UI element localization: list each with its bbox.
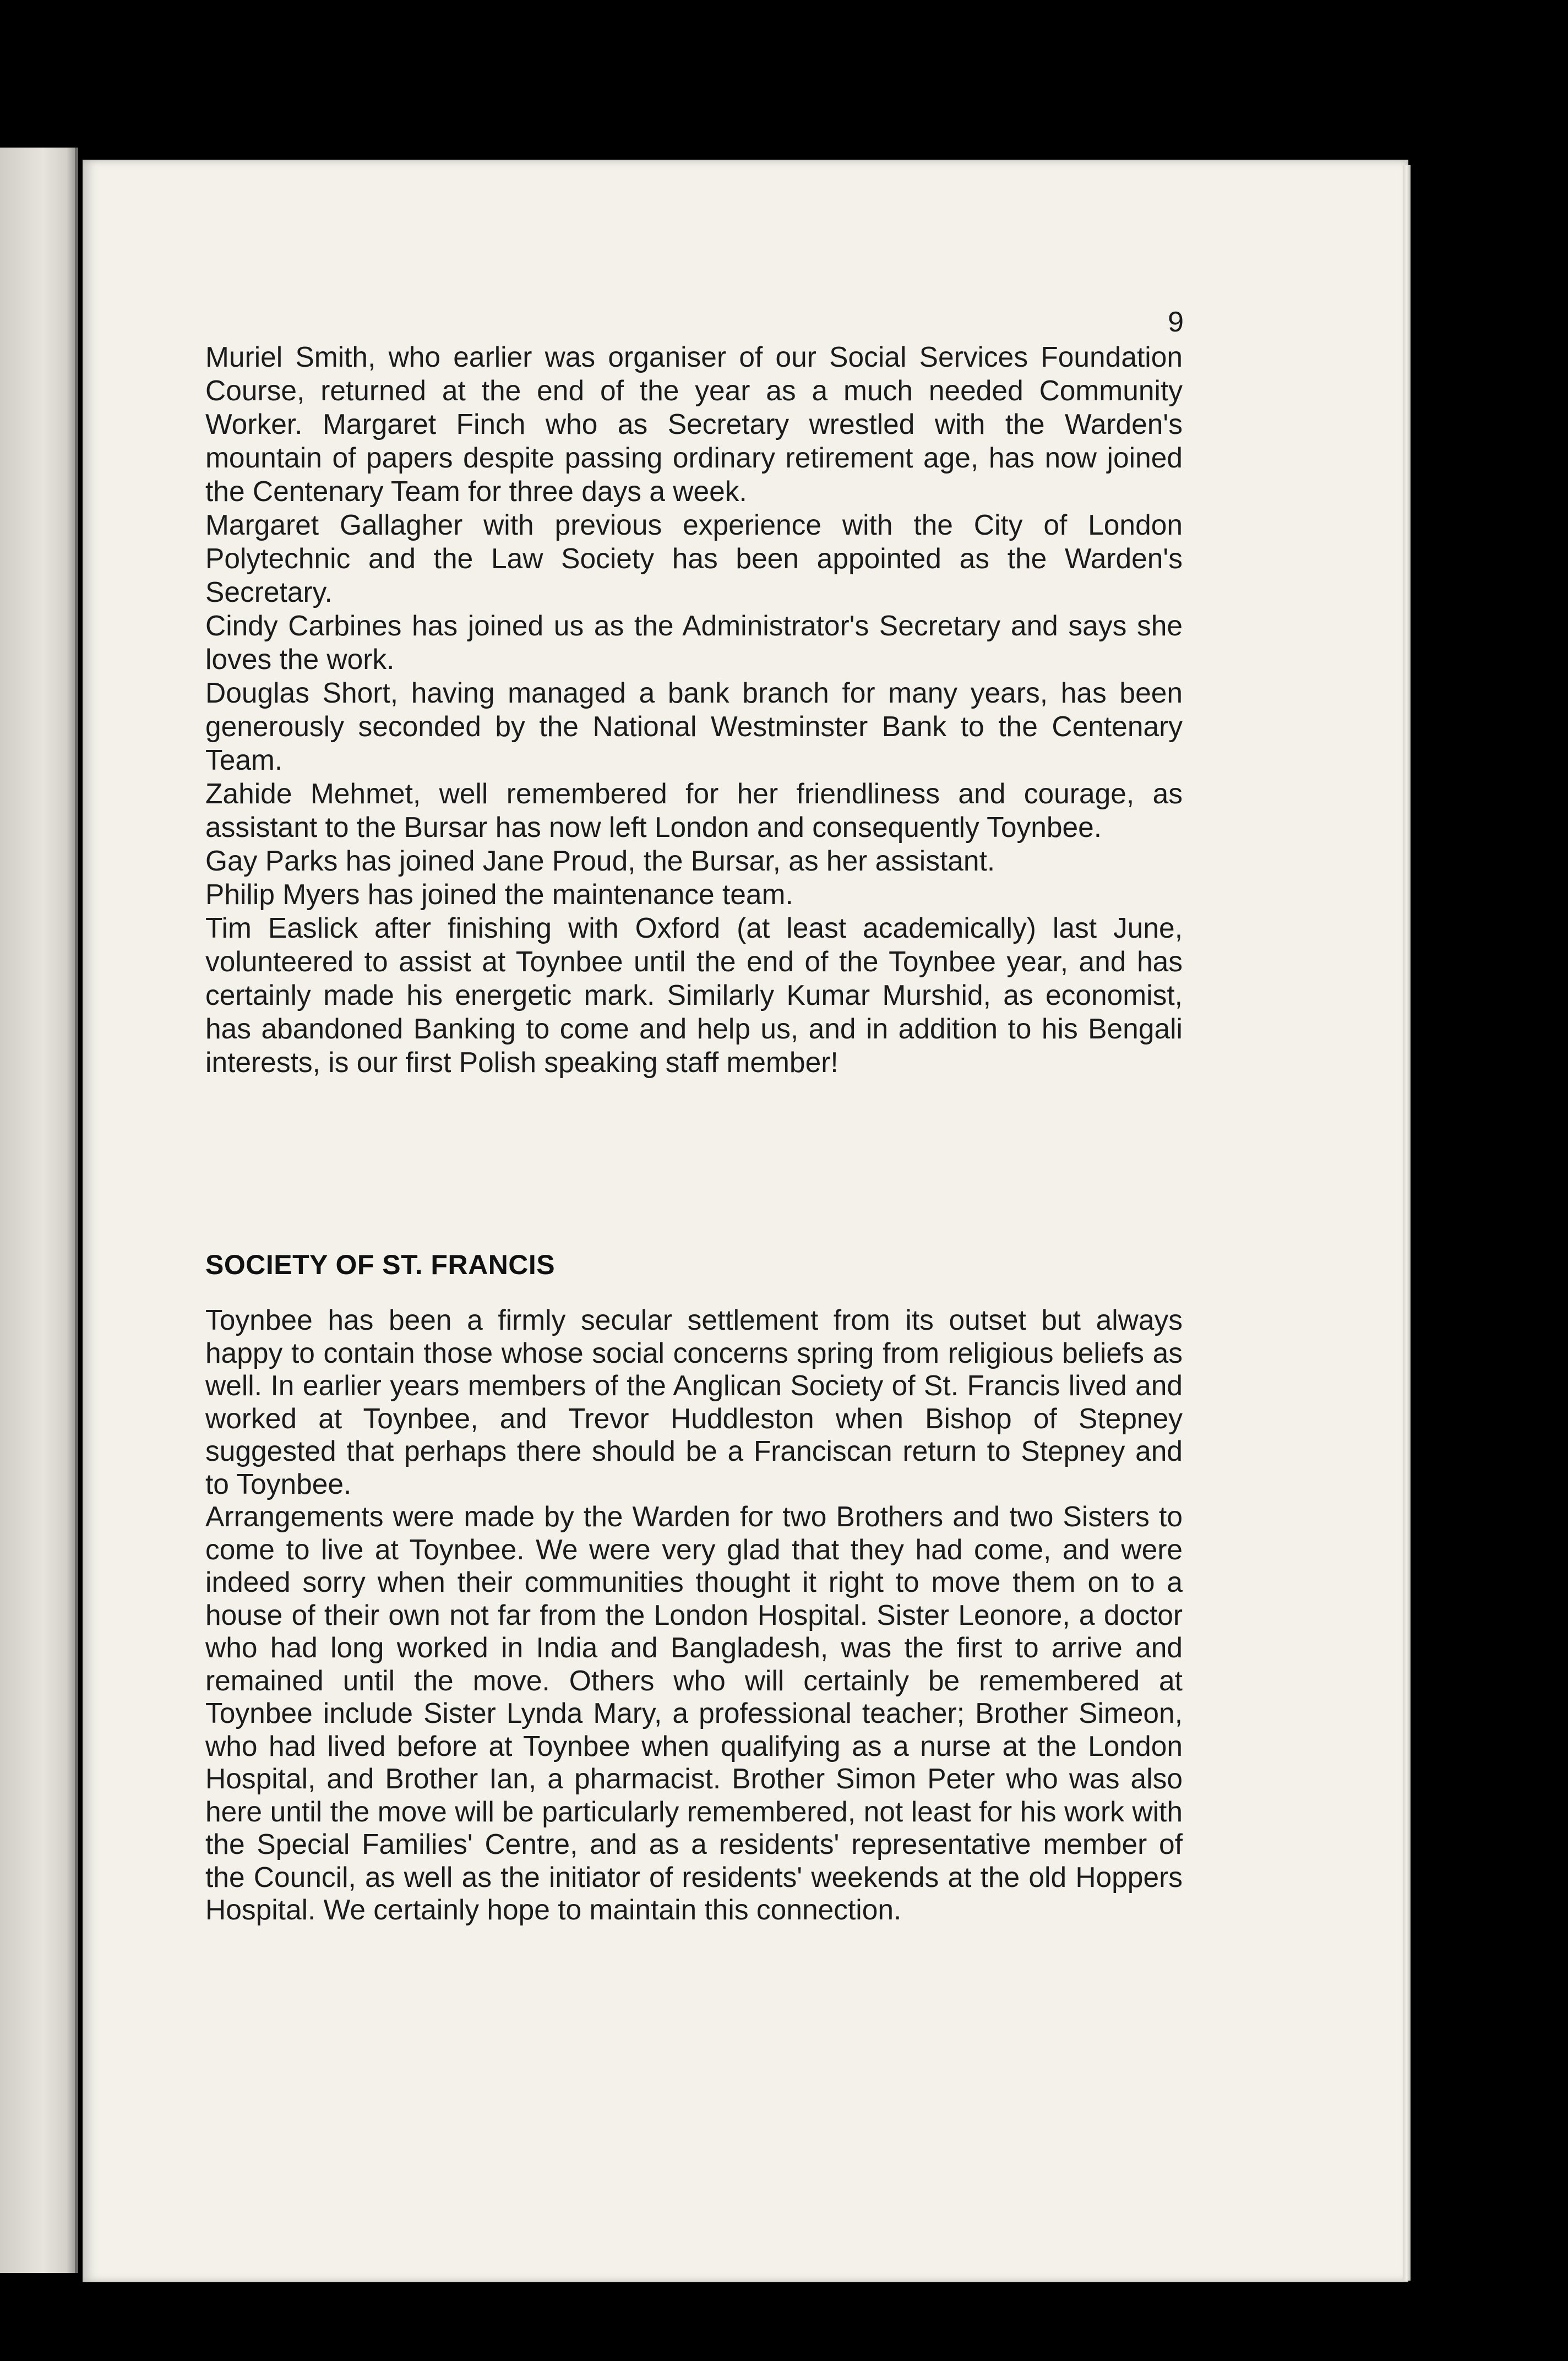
paragraph: Douglas Short, having managed a bank branch for many years, has been generously seconded by the National Westminster Bank to the Centenary Team.	[205, 677, 1183, 776]
staff-news-text	[205, 340, 1183, 1079]
left-page-edge	[0, 148, 78, 2273]
paragraph: Gay Parks has joined Jane Proud, the Bursar, as her assistant.	[205, 845, 995, 877]
page-number: 9	[1168, 306, 1184, 338]
paragraph: Tim Easlick after finishing with Oxford (at least academically) last June, volunteered to assist at Toynbee until the end of the Toynbee year, and has certainly made his energetic mark. Similarly Kumar Murshid, as economist, has abandoned Banking to come and help us, and in addition to his Bengali interests, is our first Polish speaking staff member!	[205, 912, 1183, 1078]
page-right-edge	[1403, 165, 1411, 2281]
section-heading: SOCIETY OF ST. FRANCIS	[205, 1249, 556, 1280]
paragraph: Cindy Carbines has joined us as the Administrator's Secretary and says she loves the work.	[205, 610, 1183, 675]
section-body-text	[205, 1304, 1183, 1927]
paragraph: Philip Myers has joined the maintenance team.	[205, 878, 793, 910]
paragraph: Margaret Gallagher with previous experience with the City of London Polytechnic and the Law Society has been appointed as the Warden's Secretary.	[205, 509, 1183, 608]
paragraph: Zahide Mehmet, well remembered for her friendliness and courage, as assistant to the Bursar has now left London and consequently Toynbee.	[205, 777, 1183, 843]
paragraph: Toynbee has been a firmly secular settlement from its outset but always happy to contain those whose social concerns spring from religious beliefs as well. In earlier years members of the Anglican Society of St. Francis lived and worked at Toynbee, and Trevor Huddleston when Bishop of Stepney suggested that perhaps there should be a Franciscan return to Stepney and to Toynbee.	[205, 1304, 1183, 1500]
paragraph: Muriel Smith, who earlier was organiser of our Social Services Foundation Course, returned at the end of the year as a much needed Community Worker. Margaret Finch who as Secretary wrestled with the Warden's mountain of papers despite passing ordinary retirement age, has now joined the Centenary Team for three days a week.	[205, 341, 1183, 507]
paragraph: Arrangements were made by the Warden for two Brothers and two Sisters to come to live at Toynbee. We were very glad that they had come, and were indeed sorry when their communities thought it right to move them on to a house of their own not far from the London Hospital. Sister Leonore, a doctor who had long worked in India and Bangladesh, was the first to arrive and remained until the move. Others who will certainly be remembered at Toynbee include Sister Lynda Mary, a professional teacher; Brother Simeon, who had lived before at Toynbee when qualifying as a nurse at the London Hospital, and Brother Ian, a pharmacist. Brother Simon Peter who was also here until the move will be particularly remembered, not least for his work with the Special Families' Centre, and as a residents' representative member of the Council, as well as the initiator of residents' weekends at the old Hoppers Hospital. We certainly hope to maintain this connection.	[205, 1500, 1183, 1925]
